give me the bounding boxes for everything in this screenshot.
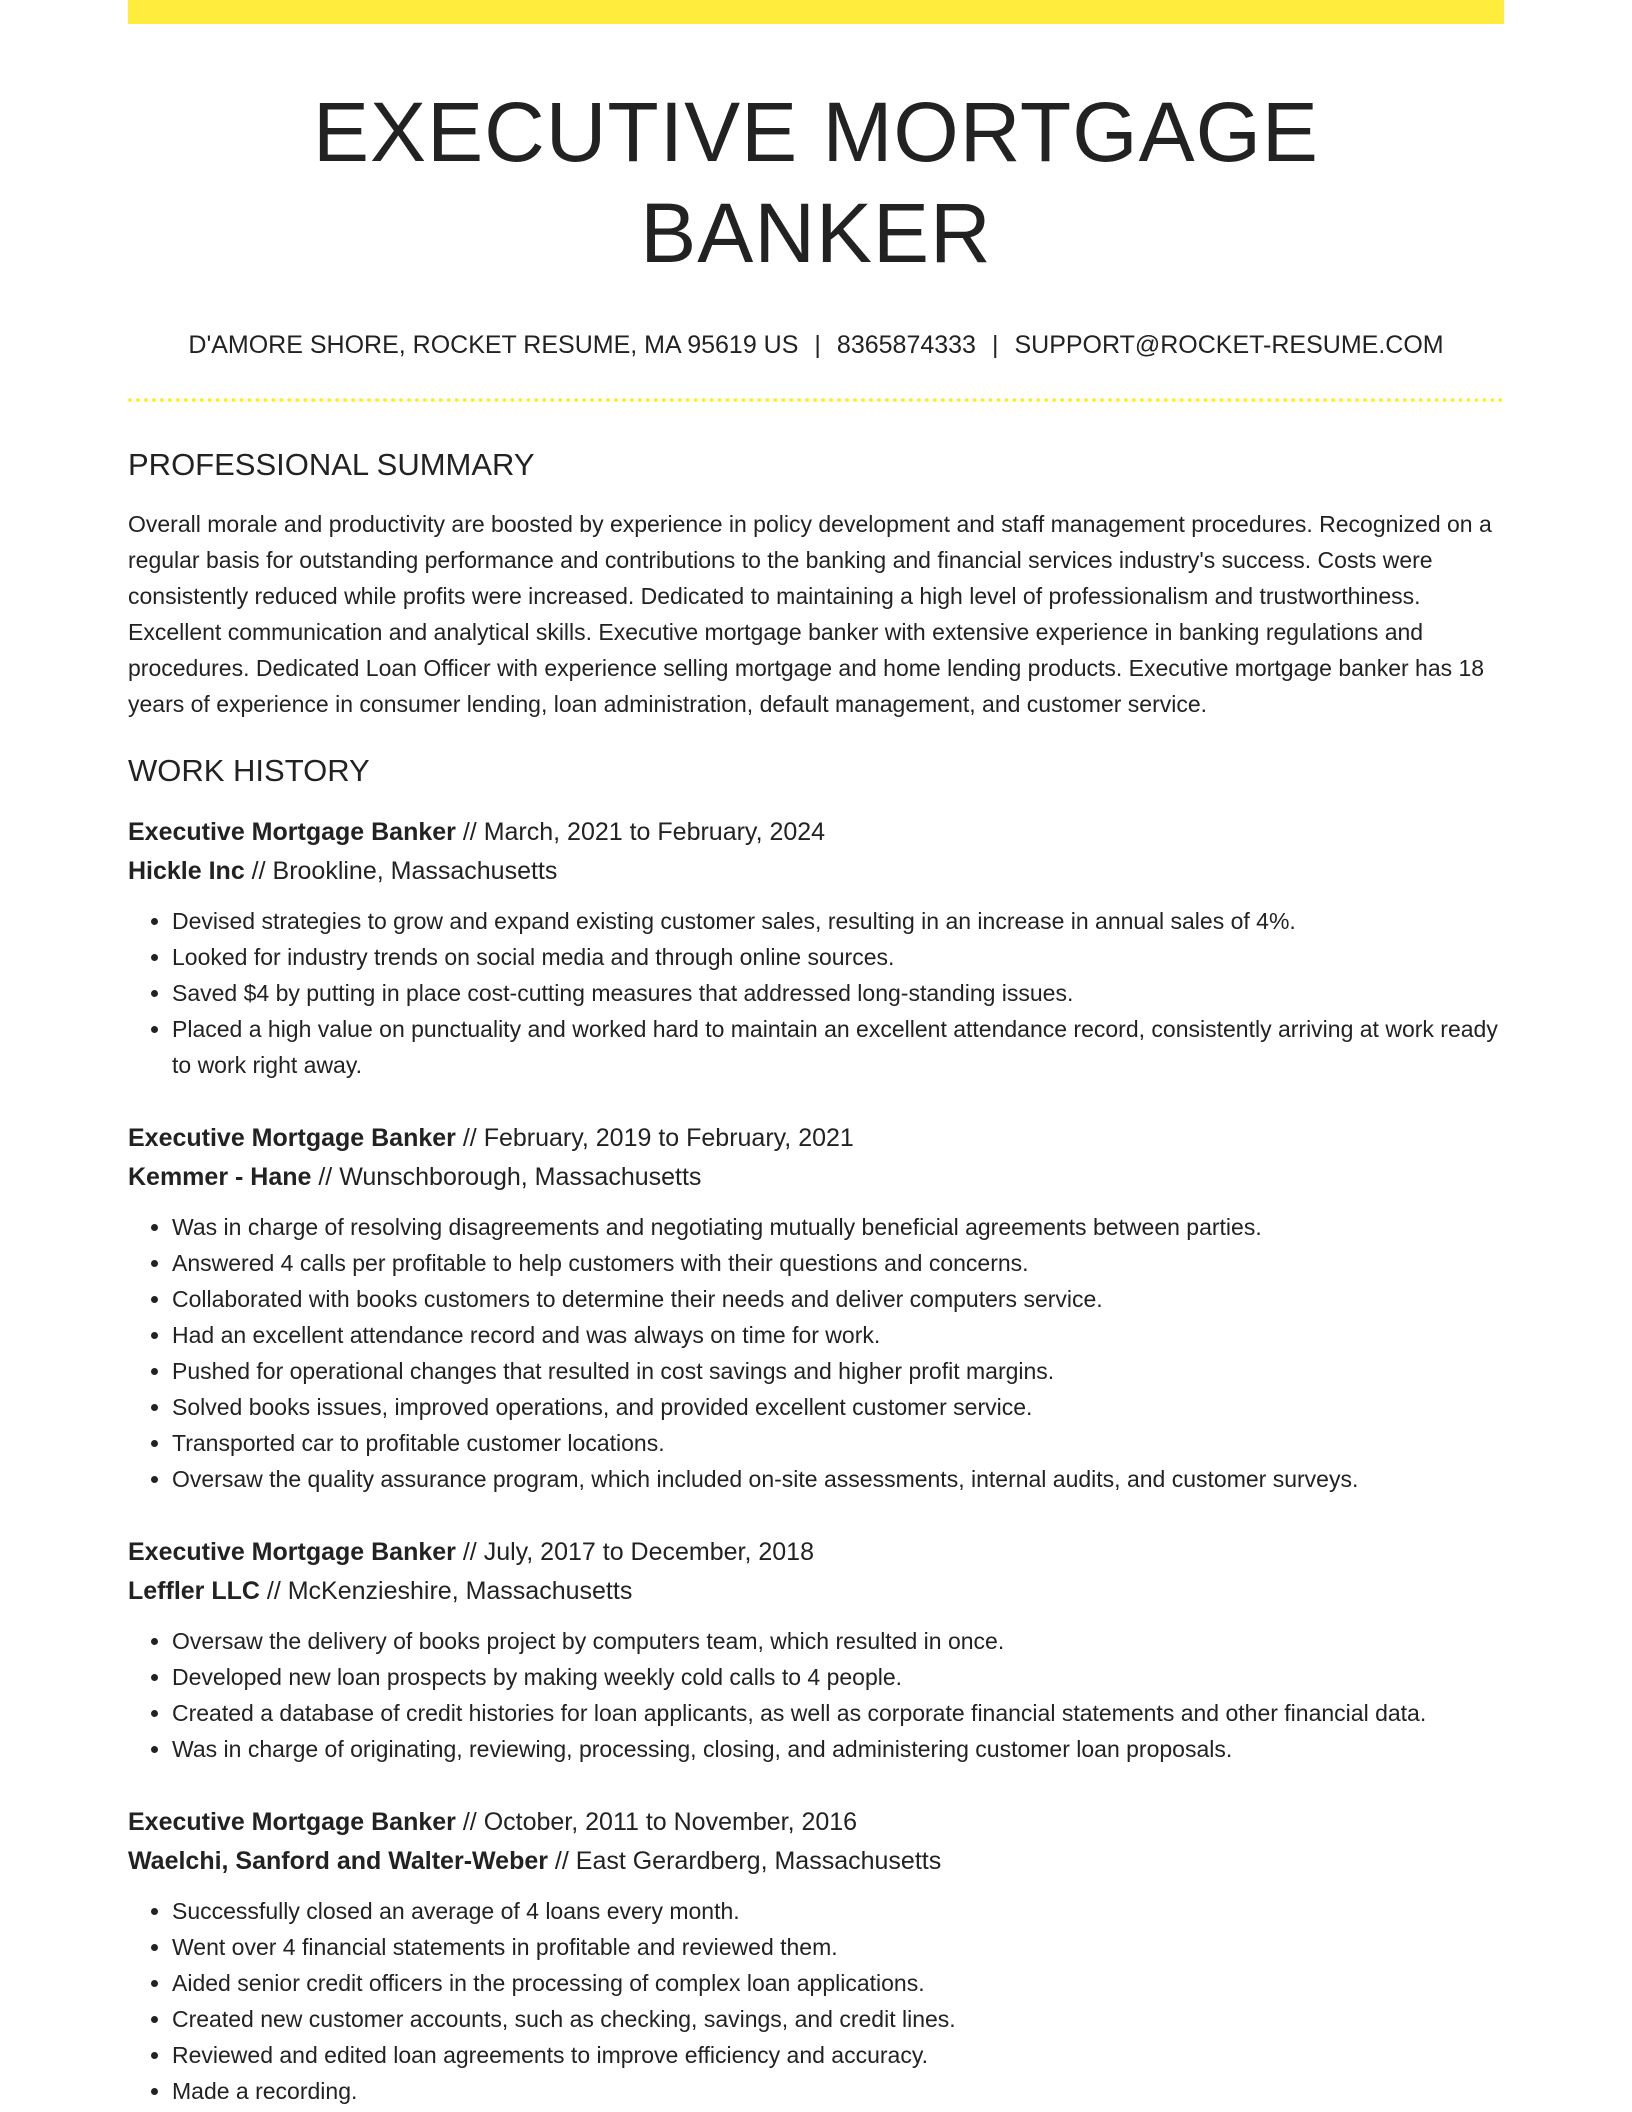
resume-name: EXECUTIVE MORTGAGE BANKER [313, 85, 1319, 280]
job-bullets [128, 903, 1504, 1083]
job-bullets [128, 1623, 1504, 1767]
job-dates: // July, 2017 to December, 2018 [455, 1537, 814, 1566]
job-bullet: • Looked for industry trends on social media and through online sources. [172, 939, 1504, 975]
job-bullet: • Pushed for operational changes that resulted in cost savings and higher profit margins. [172, 1353, 1504, 1389]
job-role: Executive Mortgage Banker [128, 1537, 456, 1566]
job-bullet: • Aided senior credit officers in the processing of complex loan applications. [172, 1965, 1504, 2001]
summary-heading: PROFESSIONAL SUMMARY [128, 446, 535, 482]
job-bullet: • Answered 4 calls per profitable to help customers with their questions and concerns. [172, 1245, 1504, 1281]
contact-email: SUPPORT@ROCKET-RESUME.COM [1014, 330, 1444, 359]
job-location: // Brookline, Massachusetts [244, 856, 558, 885]
job-bullet: • Was in charge of resolving disagreements and negotiating mutually beneficial agreements between parties. [172, 1209, 1504, 1245]
job-bullet: • Developed new loan prospects by making weekly cold calls to 4 people. [172, 1659, 1504, 1695]
job-bullet: • Transported car to profitable customer locations. [172, 1425, 1504, 1461]
job-company-line [128, 1158, 1504, 1197]
job-company: Leffler LLC [128, 1576, 260, 1605]
resume-page [128, 0, 1504, 2109]
job-role: Executive Mortgage Banker [128, 1807, 456, 1836]
job-bullets [128, 1893, 1504, 2109]
job-bullet: • Solved books issues, improved operations, and provided excellent customer service. [172, 1389, 1504, 1425]
header-divider [128, 398, 1504, 402]
job-company-line [128, 852, 1504, 891]
job-company: Kemmer - Hane [128, 1162, 312, 1191]
job-dates: // February, 2019 to February, 2021 [455, 1123, 854, 1152]
job-location: // Wunschborough, Massachusetts [311, 1162, 702, 1191]
job-bullet: • Placed a high value on punctuality and worked hard to maintain an excellent attendance record, consistently arriving at work ready to work right away. [172, 1011, 1504, 1083]
contact-phone: 8365874333 [836, 330, 976, 359]
job-bullet: • Successfully closed an average of 4 loans every month. [172, 1893, 1504, 1929]
job-bullet: • Had an excellent attendance record and was always on time for work. [172, 1317, 1504, 1353]
job-bullet: • Oversaw the quality assurance program, which included on-site assessments, internal audits, and customer surveys. [172, 1461, 1504, 1497]
job-entry [128, 1119, 1504, 1497]
contact-separator: | [814, 330, 821, 359]
job-bullet: • Oversaw the delivery of books project by computers team, which resulted in once. [172, 1623, 1504, 1659]
job-title-line [128, 1803, 1504, 1842]
job-bullet: • Was in charge of originating, reviewing, processing, closing, and administering customer loan proposals. [172, 1731, 1504, 1767]
job-dates: // October, 2011 to November, 2016 [455, 1807, 858, 1836]
job-title-line [128, 1533, 1504, 1572]
job-bullet: • Saved $4 by putting in place cost-cutting measures that addressed long-standing issues. [172, 975, 1504, 1011]
top-accent-bar [128, 0, 1504, 24]
job-location: // East Gerardberg, Massachusetts [547, 1846, 942, 1875]
job-entry [128, 813, 1504, 1083]
job-entry [128, 1533, 1504, 1767]
work-history-heading: WORK HISTORY [128, 752, 370, 788]
job-company: Hickle Inc [128, 856, 245, 885]
contact-separator: | [991, 330, 999, 359]
summary-text: Overall morale and productivity are boosted by experience in policy development and staff management procedures. Recognized on a regular basis for outstanding performance and contributions to the banking and financial services industry's success. Costs were consistently reduced while profits were increased. Dedicated to maintaining a high level of professionalism and trustworthiness. Excellent communication and analytical skills. Executive mortgage banker with extensive experience in banking regulations and procedures. Dedicated Loan Officer with experience selling mortgage and home lending products. Executive mortgage banker has 18 years of experience in consumer lending, loan administration, default management, and customer service. [128, 510, 1492, 717]
job-title-line [128, 1119, 1504, 1158]
job-role: Executive Mortgage Banker [128, 1123, 456, 1152]
job-bullet: • Went over 4 financial statements in profitable and reviewed them. [172, 1929, 1504, 1965]
job-bullet: • Reviewed and edited loan agreements to improve efficiency and accuracy. [172, 2037, 1504, 2073]
job-bullet: • Created new customer accounts, such as checking, savings, and credit lines. [172, 2001, 1504, 2037]
job-role: Executive Mortgage Banker [128, 817, 456, 846]
job-company: Waelchi, Sanford and Walter-Weber [128, 1846, 548, 1875]
contact-address: D'AMORE SHORE, ROCKET RESUME, MA 95619 US [188, 330, 799, 359]
job-location: // McKenzieshire, Massachusetts [259, 1576, 633, 1605]
job-dates: // March, 2021 to February, 2024 [455, 817, 826, 846]
job-bullet: • Made a recording. [172, 2073, 1504, 2109]
job-title-line [128, 813, 1504, 852]
job-entry [128, 1803, 1504, 2109]
job-bullet: • Devised strategies to grow and expand existing customer sales, resulting in an increase in annual sales of 4%. [172, 903, 1504, 939]
job-company-line [128, 1572, 1504, 1611]
job-company-line [128, 1842, 1504, 1881]
contact-line [128, 330, 1504, 360]
job-bullet: • Created a database of credit histories for loan applicants, as well as corporate financial statements and other financial data. [172, 1695, 1504, 1731]
job-bullet: • Collaborated with books customers to determine their needs and deliver computers service. [172, 1281, 1504, 1317]
job-bullets [128, 1209, 1504, 1497]
